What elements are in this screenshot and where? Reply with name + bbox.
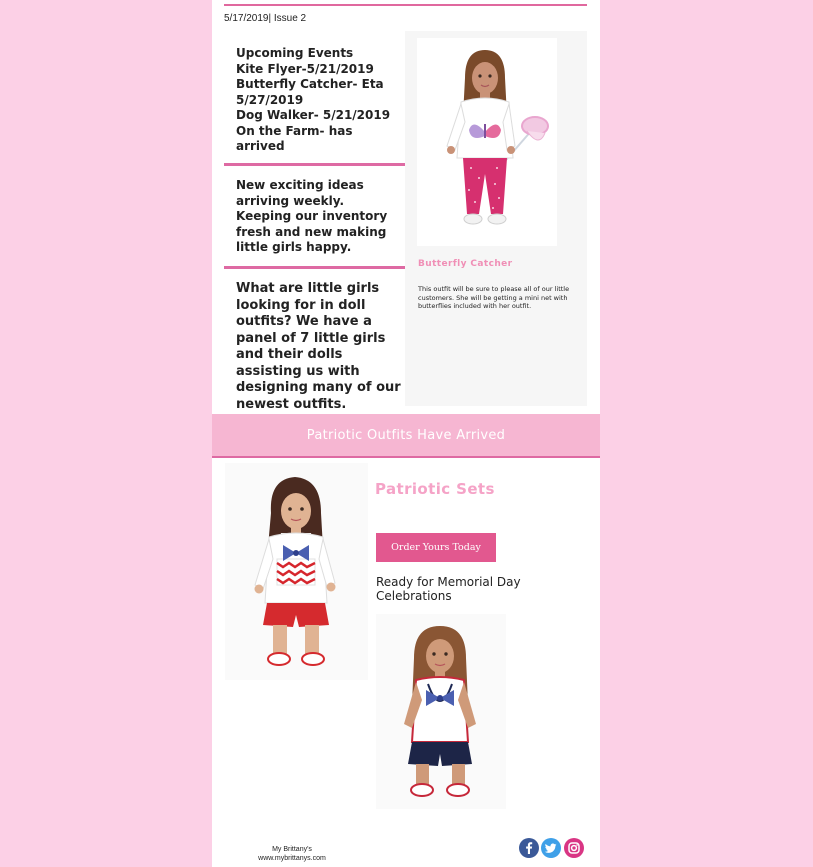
upcoming-events	[236, 46, 400, 155]
events-heading: Upcoming Events	[236, 46, 354, 60]
top-divider	[224, 4, 587, 6]
butterfly-catcher-doll-image[interactable]	[417, 38, 557, 246]
memorial-day-doll-image[interactable]	[376, 614, 506, 809]
event-line: Butterfly Catcher- Eta	[236, 77, 384, 91]
newsletter-page	[212, 0, 600, 867]
instagram-icon[interactable]	[564, 838, 584, 858]
section-divider	[224, 266, 405, 269]
ideas-text: New exciting ideas arriving weekly. Keeping our inventory fresh and new making little girls happy.	[236, 178, 388, 254]
website-link[interactable]: www.mybrittanys.com	[258, 855, 326, 862]
doll-illustration	[225, 463, 368, 680]
event-line: arrived	[236, 139, 285, 153]
brand-name: My Brittany's	[272, 846, 312, 853]
patriotic-banner	[212, 414, 600, 458]
doll-illustration	[376, 614, 506, 809]
event-line: Kite Flyer-5/21/2019	[236, 61, 374, 76]
twitter-icon[interactable]	[541, 838, 561, 858]
feature-card	[405, 31, 587, 406]
patriotic-sets-title: Patriotic Sets	[375, 480, 495, 498]
facebook-icon[interactable]	[519, 838, 539, 858]
event-line: 5/27/2019	[236, 92, 304, 107]
feature-title: Butterfly Catcher	[418, 259, 513, 269]
section-divider	[224, 163, 405, 166]
patriotic-doll-image[interactable]	[225, 463, 368, 680]
feature-description: This outfit will be sure to please all of our little customers. She will be getting a mini net with butterflies included with her outfit.	[418, 285, 570, 310]
order-yours-today-button[interactable]: Order Yours Today	[376, 533, 496, 562]
banner-title: Patriotic Outfits Have Arrived	[306, 428, 506, 443]
memorial-day-text: Ready for Memorial Day Celebrations	[376, 575, 521, 603]
panel-text: What are little girls looking for in doll outfits? We have a panel of 7 little girls and their dolls assisting us with designing many of our newest outfits.	[236, 281, 401, 412]
doll-illustration	[417, 38, 557, 246]
event-line: On the Farm- has	[236, 123, 353, 138]
event-line: Dog Walker- 5/21/2019	[236, 108, 391, 122]
footer-brand	[242, 845, 342, 863]
issue-date: 5/17/2019| Issue 2	[224, 13, 307, 24]
